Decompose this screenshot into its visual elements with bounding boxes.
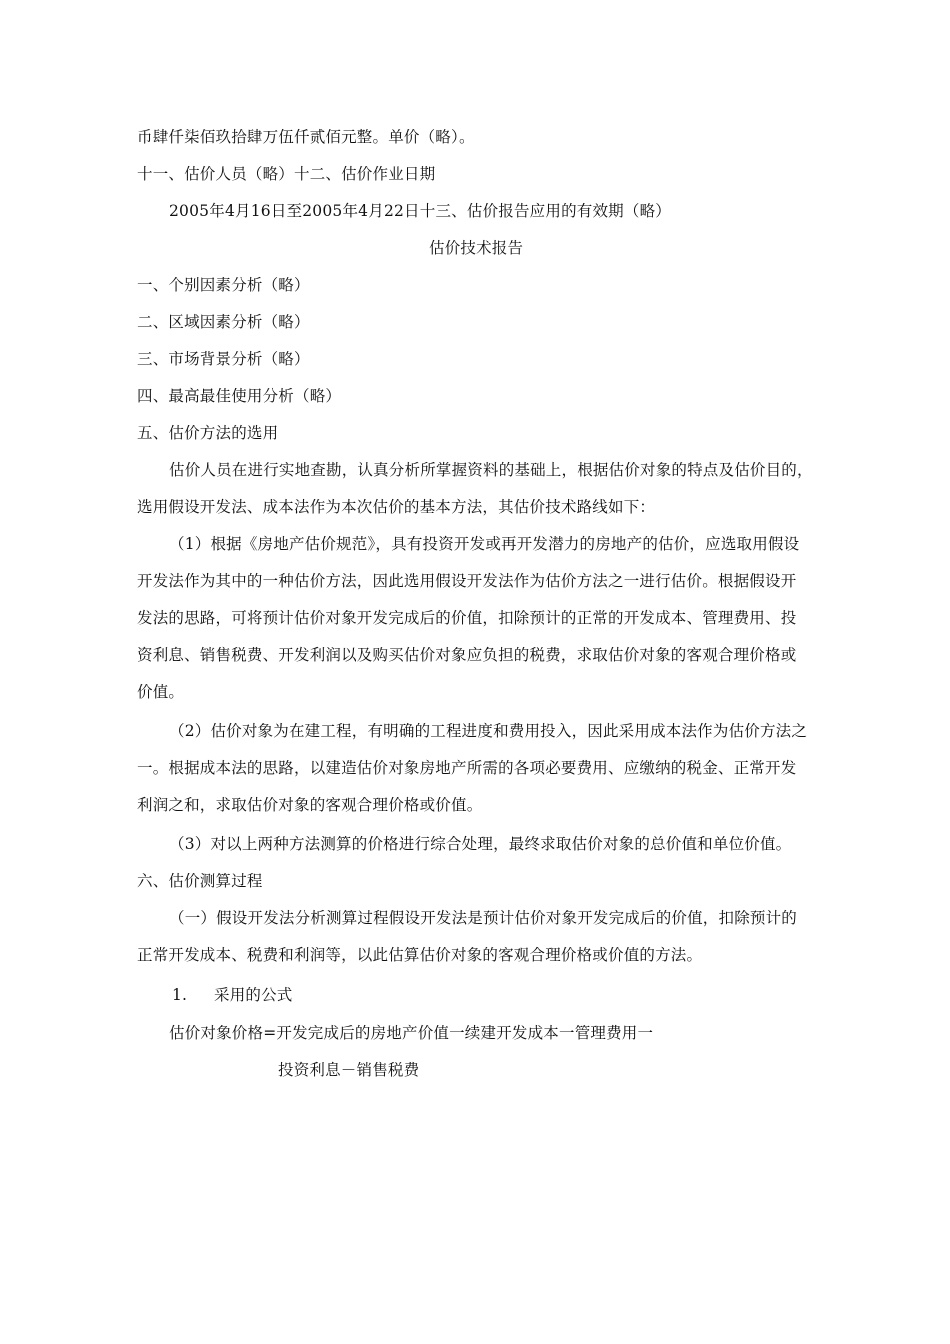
paragraph-line: （1）根据《房地产估价规范》，具有投资开发或再开发潜力的房地产的估价，应选取用假设 <box>169 535 800 553</box>
numbered-item <box>172 985 293 1005</box>
heading-calculation-process: 六、估价测算过程 <box>137 872 263 890</box>
heading-regional-factors: 二、区域因素分析（略） <box>137 313 310 331</box>
paragraph-line: 价值。 <box>137 683 185 701</box>
formula-line: 估价对象价格=开发完成后的房地产价值一续建开发成本一管理费用一 <box>169 1024 654 1042</box>
heading-market-background: 三、市场背景分析（略） <box>137 350 310 368</box>
paragraph-line: 正常开发成本、税费和利润等，以此估算估价对象的客观合理价格或价值的方法。 <box>137 946 703 964</box>
section-title: 估价技术报告 <box>429 239 524 257</box>
paragraph-line: 资利息、销售税费、开发利润以及购买估价对象应负担的税费，求取估价对象的客观合理价格或 <box>137 646 797 664</box>
text-line-estimators-date: 十一、估价人员（略）十二、估价作业日期 <box>137 165 436 183</box>
paragraph-line: （2）估价对象为在建工程，有明确的工程进度和费用投入，因此采用成本法作为估价方法之 <box>169 722 808 740</box>
heading-individual-factors: 一、个别因素分析（略） <box>137 276 310 294</box>
item-text: 采用的公式 <box>214 986 293 1004</box>
item-number: 1. <box>172 986 188 1004</box>
paragraph-line: （3）对以上两种方法测算的价格进行综合处理，最终求取估价对象的总价值和单位价值。 <box>169 835 792 853</box>
paragraph-line: 一。根据成本法的思路，以建造估价对象房地产所需的各项必要费用、应缴纳的税金、正常开发 <box>137 759 797 777</box>
paragraph-line: 发法的思路，可将预计估价对象开发完成后的价值，扣除预计的正常的开发成本、管理费用、投 <box>137 609 797 627</box>
formula-line-continued: 投资利息－销售税费 <box>278 1061 420 1079</box>
text-line-date-range: 2005年4月16日至2005年4月22日十三、估价报告应用的有效期（略） <box>169 202 671 220</box>
heading-highest-best-use: 四、最高最佳使用分析（略） <box>137 387 342 405</box>
heading-method-selection: 五、估价方法的选用 <box>137 424 279 442</box>
text-line-currency: 币肆仟柒佰玖拾肆万伍仟贰佰元整。单价（略）。 <box>137 128 475 146</box>
paragraph-line: 开发法作为其中的一种估价方法，因此选用假设开发法作为估价方法之一进行估价。根据假设开 <box>137 572 797 590</box>
paragraph-line: 选用假设开发法、成本法作为本次估价的基本方法，其估价技术路线如下： <box>137 498 656 516</box>
paragraph-line: 估价人员在进行实地查勘，认真分析所掌握资料的基础上，根据估价对象的特点及估价目的， <box>169 461 813 479</box>
paragraph-line: （一）假设开发法分析测算过程假设开发法是预计估价对象开发完成后的价值，扣除预计的 <box>169 909 798 927</box>
paragraph-line: 利润之和，求取估价对象的客观合理价格或价值。 <box>137 796 483 814</box>
